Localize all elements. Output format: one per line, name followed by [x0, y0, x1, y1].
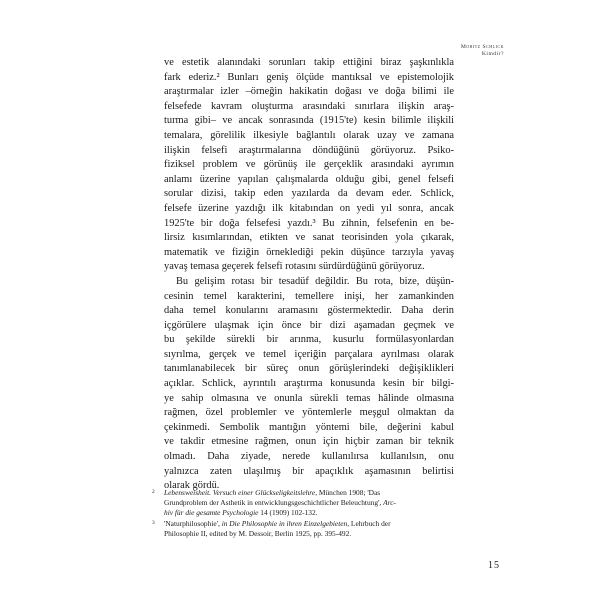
footnote-title-text: hiv für die gesamte Psychologie	[164, 508, 259, 518]
page-number: 15	[488, 560, 500, 571]
body-line: turma gibi– ve ancak sonrasında (1915'te) kesin bilimle ilişkili	[164, 115, 454, 127]
body-line: fark ederiz.² Bunları geniş ölçüde mantıksal ve epistemolojik	[164, 71, 454, 83]
body-line: yalnızca zaten ulaşılmış bir apaçıklık aşamasının belirtisi	[164, 465, 454, 477]
body-line: ye sahip olmasına ve onunla sürekli temas hâlinde olmasına	[164, 392, 454, 404]
footnote	[152, 488, 458, 519]
body-line: açıklar. Schlick, ayrıntılı araştırma konusunda kesin bir bilgi-	[164, 378, 454, 390]
footnotes	[152, 488, 458, 539]
body-text	[164, 56, 454, 494]
footnote-text: Philosophie II, edited by M. Dessoir, Berlin 1925, pp. 395-492.	[164, 528, 352, 538]
footnote-title-text: Arc-	[383, 498, 396, 508]
body-line: olmadı. Daha ziyade, nerede kullanılırsa kullanılsın, onu	[164, 451, 454, 463]
body-line: olarak gördü.	[164, 480, 220, 492]
body-line: Bu gelişim rotası bir tesadüf değildir. Bu rota, bize, düşün-	[176, 275, 454, 287]
body-line: lirsiz kısımlarından, etikten ve sanat teorisinden yola çıkarak,	[164, 232, 454, 244]
body-line: felsefe üzerine yazdığı ilk kitabından on yedi yıl sonra, ancak	[164, 202, 454, 214]
body-line: araştırmalar izler –örneğin hakikatin doğası ve doğa bilimi ile	[164, 86, 454, 98]
body-line: içgörülere ulaşmak için önce bir dizi aşamadan geçmek ve	[164, 319, 454, 331]
body-line: ilişkin felsefi araştırmalarına döndüğünü görüyoruz. Psiko-	[164, 144, 454, 156]
running-head-title: Kimdir?	[481, 51, 504, 57]
body-line: fiziksel problem ve görünüş ile gerçeklik arasındaki ayrımın	[164, 159, 454, 171]
footnote-line	[164, 488, 458, 498]
running-head	[461, 44, 504, 58]
footnote-line	[164, 508, 458, 518]
body-line: rağmen, özel problemler ve yöntemlerle meşgul olmaktan da	[164, 407, 454, 419]
body-line: tanımlanabilecek bir süreç onun görüşlerindeki değişiklikleri	[164, 363, 454, 375]
footnote-text: 14 (1909) 102-132.	[258, 508, 318, 518]
running-head-author: Moritz Schlick	[460, 44, 504, 50]
footnote-line	[164, 498, 458, 508]
body-line: felsefede kavram oluşturma arasındaki sınırlara ilişkin araş-	[164, 100, 454, 112]
footnote	[152, 519, 458, 539]
footnote-text: , Lehrbuch der	[347, 518, 391, 528]
body-line: çekinmedi. Sembolik mantığın yöntemi bile, değerini kabul	[164, 421, 454, 433]
body-line: 1925'te bir doğa felsefesi yazdı.³ Bu zihnin, felsefenin en be-	[164, 217, 454, 229]
body-line: sıyrılma, gerçek ve temel içeriğin parçalara ayrılması olarak	[164, 348, 454, 360]
body-line: temalara, görelilik ilkesiyle bağlantılı olarak uzay ve zamana	[164, 129, 454, 141]
body-line: matematik ve fiziğin örneklediği pekin düşünce tarzıyla yavaş	[164, 246, 454, 258]
footnote-line	[164, 519, 458, 529]
body-line: cesinin temel karakterini, temellere inişi, her zamankinden	[164, 290, 454, 302]
footnote-number: 2	[152, 489, 155, 495]
footnote-title-text: Lebensweisheit. Versuch einer Glückseligkeitslehre	[164, 488, 316, 497]
body-line: anlamı üzerine yapılan çalışmalarda olduğu gibi, genel felsefi	[164, 173, 454, 185]
footnote-text: 'Naturphilosophie',	[164, 518, 222, 528]
body-line: bu şekilde sürekli bir arınma, kusurlu formülasyonlardan	[164, 334, 454, 346]
footnote-number: 3	[152, 519, 155, 526]
body-line: daha temel konularını aramasını göstermektedir. Daha derin	[164, 305, 454, 317]
footnote-text: , München 1908; 'Das	[315, 488, 381, 497]
footnote-line	[164, 529, 458, 539]
body-line: ve estetik alanındaki sorunları takip ettiğini biraz şaşkınlıkla	[164, 57, 454, 68]
body-line: sorular dizisi, takip eden yazılarda da devam eder. Schlick,	[164, 188, 454, 200]
body-line: ve takdir etmesine rağmen, onun için hiçbir zaman bir teknik	[164, 436, 454, 448]
footnote-text: Grundproblem der Asthetik in entwicklungsgeschichtlicher Beleuchtung',	[164, 498, 384, 508]
footnote-title-text: in Die Philosophie in ihren Einzelgebieten	[221, 518, 348, 528]
body-line: yavaş temasa geçerek felsefi rotasını sürdürdüğünü görüyoruz.	[164, 261, 425, 273]
